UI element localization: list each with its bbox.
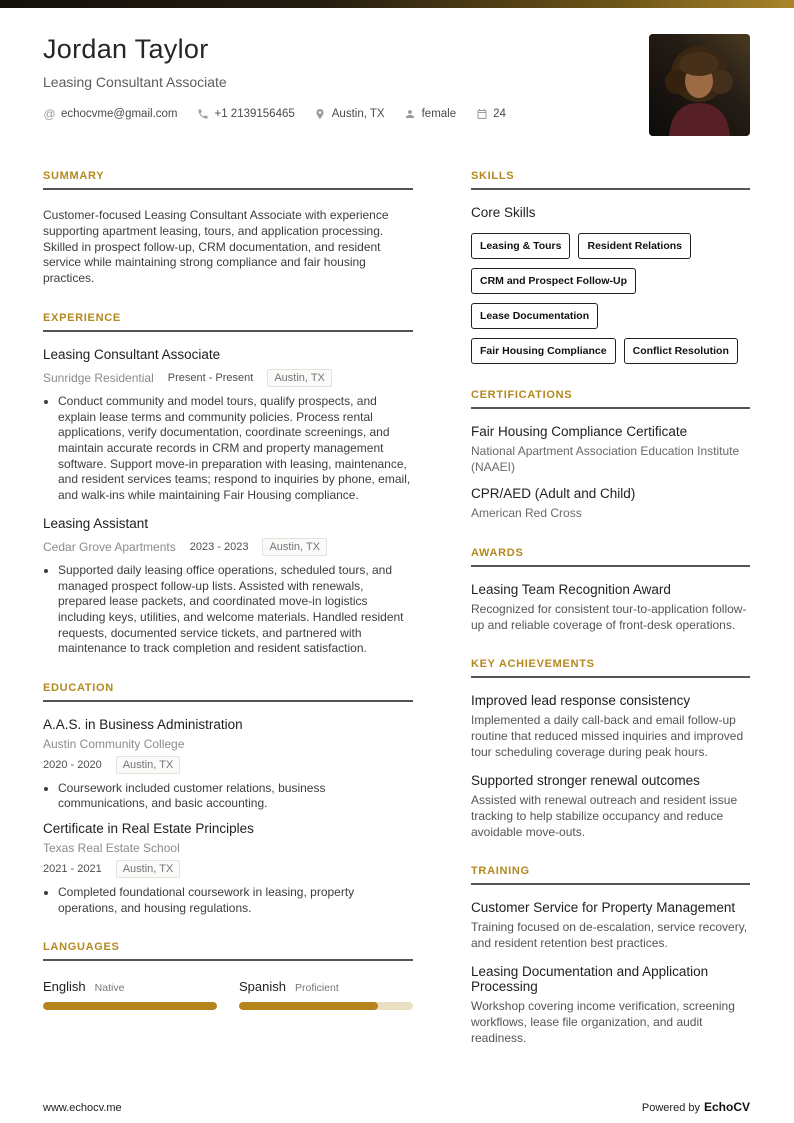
experience-location: Austin, TX [262, 538, 327, 556]
person-icon [404, 107, 417, 120]
section-education [43, 682, 413, 916]
section-training [471, 865, 750, 1046]
achievement-description: Assisted with renewal outreach and resident issue tracking to help stabilize occupancy and reduce avoidable move-outs. [471, 792, 738, 839]
language-head [43, 979, 217, 994]
experience-dates: 2023 - 2023 [189, 541, 249, 554]
education-heading: EDUCATION [43, 682, 413, 702]
languages-list [43, 976, 413, 1010]
section-summary [43, 170, 413, 287]
education-bullets [58, 781, 413, 812]
top-accent-bar [0, 0, 794, 8]
language-head [239, 979, 413, 994]
training-item [471, 964, 750, 1046]
page-footer [43, 1100, 750, 1114]
right-column [471, 170, 750, 1072]
education-bullet: • Coursework included customer relations, business communications, and basic accounting. [58, 781, 413, 812]
training-heading: TRAINING [471, 865, 750, 885]
experience-location: Austin, TX [267, 369, 332, 387]
skill-chip: CRM and Prospect Follow-Up [471, 268, 636, 294]
powered-by-prefix: Powered by [641, 1102, 700, 1114]
education-meta [43, 756, 413, 774]
summary-heading: SUMMARY [43, 170, 413, 190]
training-title: Leasing Documentation and Application Processing [471, 964, 709, 995]
training-description: Workshop covering income verification, screening workflows, lease file organization, and audit readiness. [471, 999, 735, 1045]
contact-phone-text: +1 2139156465 [214, 107, 295, 120]
experience-meta [43, 369, 413, 387]
skill-chip: Leasing & Tours [471, 233, 570, 259]
skill-chip: Lease Documentation [471, 303, 598, 329]
experience-heading: EXPERIENCE [43, 312, 413, 332]
resume-header [43, 34, 750, 136]
powered-by [642, 1100, 750, 1114]
location-icon [314, 107, 327, 120]
education-degree: A.A.S. in Business Administration [43, 716, 243, 732]
experience-company: Sunridge Residential [43, 371, 154, 386]
language-bar-fill [239, 1002, 378, 1010]
achievement-title: Supported stronger renewal outcomes [471, 772, 700, 788]
contact-row [43, 107, 506, 120]
experience-meta [43, 538, 413, 556]
section-key-achievements [471, 658, 750, 840]
award-description: Recognized for consistent tour-to-application follow-up and reliable coverage of front-desk operations. [471, 601, 747, 632]
experience-bullet: • Conduct community and model tours, qualify prospects, and explain lease terms and community policies. Process rental applications, verify documentation, coordinate screenings, and maintain accurate records in CRM and property management software. Support move-in preparation with leasing, maintenance, and resident services teams; respond to inquiries by phone, email, and walk-ins while maintaining Fair Housing compliance. [58, 394, 413, 503]
contact-gender [404, 107, 457, 120]
language-name: Spanish [239, 979, 286, 995]
section-languages [43, 941, 413, 1010]
certification-org: American Red Cross [471, 506, 582, 521]
skill-chip: Conflict Resolution [624, 338, 738, 364]
left-column [43, 170, 413, 1072]
certification-title: CPR/AED (Adult and Child) [471, 486, 636, 502]
experience-role: Leasing Consultant Associate [43, 347, 221, 363]
summary-text: Customer-focused Leasing Consultant Associate with experience supporting apartment leasing, tours, and application processing. Skilled in prospect follow-up, CRM documentation, and resident service while maintaining strong compliance and fair housing practices. [43, 208, 389, 286]
contact-email-text: echocvme@gmail.com [61, 107, 178, 120]
person-job-title: Leasing Consultant Associate [43, 74, 227, 90]
section-skills [471, 170, 750, 364]
education-school: Austin Community College [43, 736, 185, 751]
education-degree: Certificate in Real Estate Principles [43, 821, 254, 837]
experience-bullets [58, 394, 413, 503]
skills-chip-list [471, 233, 750, 364]
language-bar-fill [43, 1002, 217, 1010]
skills-group-title: Core Skills [471, 205, 536, 220]
experience-item [43, 516, 413, 657]
training-title: Customer Service for Property Management [471, 900, 736, 916]
skill-chip: Fair Housing Compliance [471, 338, 616, 364]
footer-site-link[interactable]: www.echocv.me [43, 1102, 122, 1114]
experience-role: Leasing Assistant [43, 516, 149, 532]
resume-page [0, 34, 794, 1072]
training-item [471, 900, 750, 952]
certification-org: National Apartment Association Education Institute (NAAEI) [471, 444, 740, 474]
phone-icon [197, 107, 210, 120]
education-location: Austin, TX [116, 860, 181, 878]
achievement-item [471, 773, 750, 840]
education-school: Texas Real Estate School [43, 841, 180, 856]
certification-item [471, 486, 750, 522]
certification-title: Fair Housing Compliance Certificate [471, 424, 688, 439]
experience-dates: Present - Present [167, 372, 254, 385]
section-experience [43, 312, 413, 657]
certification-item [471, 424, 750, 475]
experience-item [43, 347, 413, 503]
language-bar [43, 1002, 217, 1010]
language-level: Proficient [294, 982, 339, 995]
calendar-icon [475, 107, 488, 120]
language-level: Native [94, 982, 125, 995]
award-item [471, 582, 750, 634]
section-awards [471, 547, 750, 634]
header-identity [43, 34, 506, 120]
contact-age-text: 24 [493, 107, 506, 120]
echocv-brand: EchoCV [703, 1100, 750, 1114]
language-name: English [43, 979, 86, 995]
skill-chip: Resident Relations [578, 233, 691, 259]
content-columns [43, 170, 750, 1072]
education-item [43, 821, 413, 916]
experience-bullet: • Supported daily leasing office operations, scheduled tours, and managed prospect follow-up lists. Assisted with renewals, prepared lease packets, and coordinated move-in logistics including keys, utilities, and welcome materials. Handled resident requests, documented service tickets, and partnered with maintenance to track completion and resident satisfaction. [58, 563, 413, 657]
achievements-heading: KEY ACHIEVEMENTS [471, 658, 750, 678]
language-bar [239, 1002, 413, 1010]
experience-company: Cedar Grove Apartments [43, 540, 176, 555]
languages-heading: LANGUAGES [43, 941, 413, 961]
education-bullet: • Completed foundational coursework in leasing, property operations, and housing regulations. [58, 885, 413, 916]
training-description: Training focused on de-escalation, service recovery, and resident retention best practices. [471, 920, 748, 951]
achievement-item [471, 693, 750, 760]
award-title: Leasing Team Recognition Award [471, 581, 671, 597]
education-location: Austin, TX [116, 756, 181, 774]
education-bullets [58, 885, 413, 916]
skills-heading: SKILLS [471, 170, 750, 190]
contact-gender-text: female [421, 107, 457, 120]
education-dates: 2020 - 2020 [43, 758, 102, 771]
language-item [43, 979, 217, 1010]
contact-email [43, 107, 178, 120]
email-icon: @ [43, 106, 56, 121]
contact-phone [197, 107, 295, 120]
contact-location [314, 107, 385, 120]
experience-bullets [58, 563, 413, 657]
education-item [43, 717, 413, 812]
contact-location-text: Austin, TX [331, 107, 385, 120]
language-item [239, 979, 413, 1010]
person-name: Jordan Taylor [43, 34, 209, 64]
achievement-description: Implemented a daily call-back and email follow-up routine that reduced missed inquiries and improved tour scheduling coverage during peak hours. [471, 713, 744, 760]
awards-heading: AWARDS [471, 547, 750, 567]
education-dates: 2021 - 2021 [43, 863, 102, 876]
section-certifications [471, 389, 750, 522]
certifications-heading: CERTIFICATIONS [471, 389, 750, 409]
education-meta [43, 860, 413, 878]
profile-photo [649, 34, 750, 136]
contact-age [475, 107, 506, 120]
achievement-title: Improved lead response consistency [471, 693, 691, 709]
